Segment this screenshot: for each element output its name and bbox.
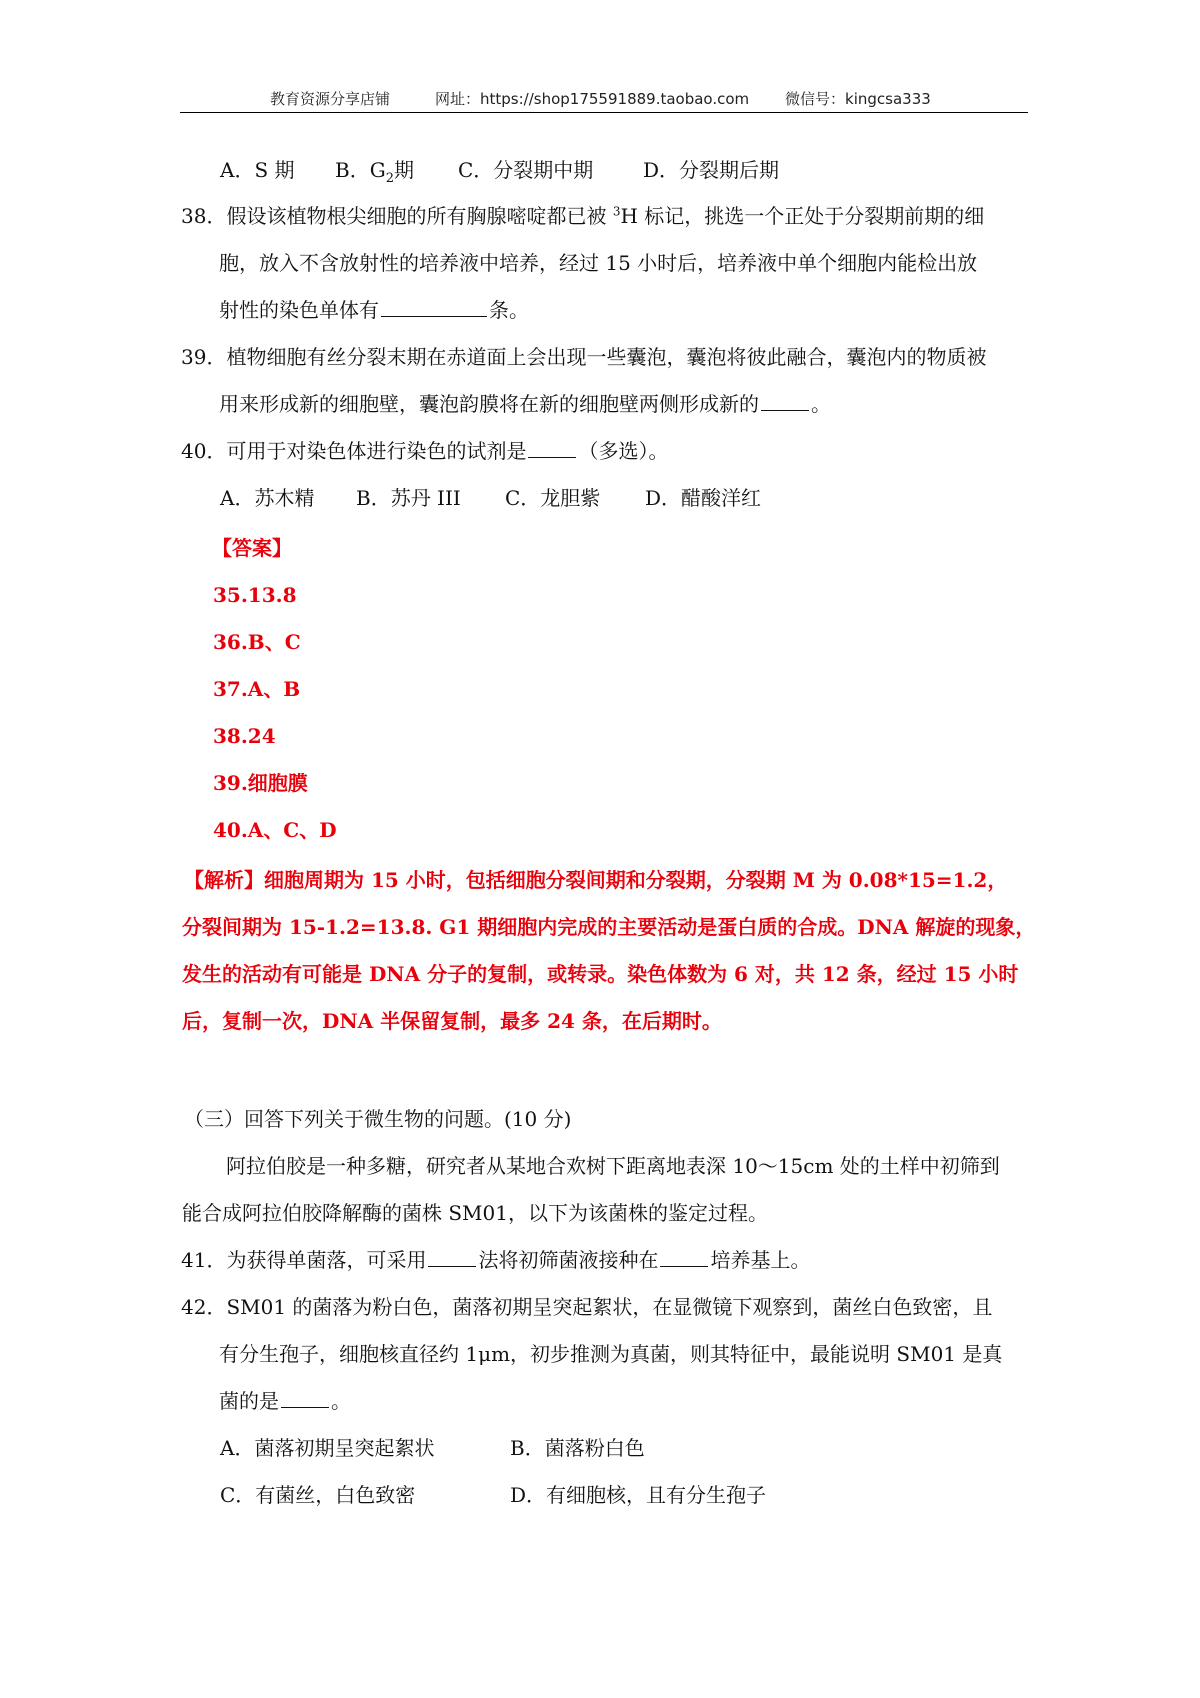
q42-option-d: D．有细胞核，且有分生孢子	[510, 1483, 767, 1507]
answer-39: 39.细胞膜	[213, 771, 308, 795]
q42-line-3: 菌的是 。	[219, 1389, 351, 1413]
q42-option-c: C．有菌丝，白色致密	[220, 1483, 416, 1507]
header-wechat-id: kingcsa333	[845, 90, 931, 108]
header-shop-name: 教育资源分享店铺	[270, 90, 391, 108]
page-header	[180, 84, 1028, 113]
answer-35: 35.13.8	[213, 583, 297, 607]
section-3-intro-2: 能合成阿拉伯胶降解酶的菌株 SM01，以下为该菌株的鉴定过程。	[182, 1201, 768, 1225]
answer-36: 36.B、C	[213, 630, 301, 654]
header-wechat-label: 微信号：	[785, 90, 846, 108]
q42-line-2: 有分生孢子，细胞核直径约 1μm，初步推测为真菌，则其特征中，最能说明 SM01 是真	[219, 1342, 1003, 1366]
q41-line: 41．为获得单菌落，可采用 法将初筛菌液接种在 培养基上。	[181, 1248, 811, 1272]
section-3-intro-1: 阿拉伯胶是一种多糖，研究者从某地合欢树下距离地表深 10～15cm 处的土样中初筛到	[226, 1154, 1000, 1178]
header-site-url: https://shop175591889.taobao.com	[480, 90, 750, 108]
answer-40: 40.A、C、D	[213, 818, 337, 842]
analysis-label: 【解析】	[184, 868, 264, 892]
q37-option-d: D．分裂期后期	[643, 158, 780, 182]
answer-37: 37.A、B	[213, 677, 301, 701]
analysis-line-2: 分裂间期为 15-1.2=13.8. G1 期细胞内完成的主要活动是蛋白质的合成。DNA 解旋的现象，	[182, 915, 1036, 939]
q39-line-1: 39．植物细胞有丝分裂末期在赤道面上会出现一些囊泡，囊泡将彼此融合，囊泡内的物质被	[181, 345, 987, 369]
q42-line-1: 42．SM01 的菌落为粉白色，菌落初期呈突起絮状，在显微镜下观察到，菌丝白色致密，且	[181, 1295, 993, 1319]
q40-option-a: A．苏木精	[220, 486, 315, 510]
header-wechat	[785, 88, 931, 109]
q41-blank-method[interactable]	[428, 1246, 476, 1267]
q37-option-c: C．分裂期中期	[458, 158, 594, 182]
q40-option-d: D．醋酸洋红	[645, 486, 762, 510]
section-3-title: （三）回答下列关于微生物的问题。(10 分)	[184, 1107, 572, 1131]
analysis-line-4: 后，复制一次，DNA 半保留复制，最多 24 条，在后期时。	[182, 1009, 722, 1033]
q42-option-b: B．菌落粉白色	[510, 1436, 645, 1460]
q40-answer-blank[interactable]	[528, 437, 576, 458]
analysis-line-1: 【解析】细胞周期为 15 小时，包括细胞分裂间期和分裂期，分裂期 M 为 0.08*15=1.2，	[184, 868, 1008, 892]
q38-line-2: 胞，放入不含放射性的培养液中培养，经过 15 小时后，培养液中单个细胞内能检出放	[219, 251, 978, 275]
q39-line-2: 用来形成新的细胞壁，囊泡韵膜将在新的细胞壁两侧形成新的 。	[219, 392, 831, 416]
header-site-label: 网址：	[435, 90, 481, 108]
header-site	[435, 88, 749, 109]
q37-option-a: A．S 期	[220, 158, 295, 182]
q37-option-b: B．$G_2$期	[335, 158, 414, 186]
answer-heading: 【答案】	[212, 536, 292, 560]
q42-answer-blank[interactable]	[281, 1387, 329, 1408]
q38-line-3: 射性的染色单体有 条。	[219, 298, 529, 322]
q41-blank-medium[interactable]	[660, 1246, 708, 1267]
q40-option-c: C．龙胆紫	[505, 486, 601, 510]
q39-answer-blank[interactable]	[761, 390, 809, 411]
q40-option-b: B．苏丹 III	[356, 486, 461, 510]
analysis-line-3: 发生的活动有可能是 DNA 分子的复制，或转录。染色体数为 6 对，共 12 条，经过 15 小时	[182, 962, 1019, 986]
q38-line-1: 38．假设该植物根尖细胞的所有胸腺嘧啶都已被 $^3$H 标记，挑选一个正处于分裂期前期的细	[181, 204, 985, 228]
q40-line: 40．可用于对染色体进行染色的试剂是 （多选）。	[181, 439, 669, 463]
q38-answer-blank[interactable]	[381, 296, 487, 317]
answer-38: 38.24	[213, 724, 276, 748]
q42-option-a: A．菌落初期呈突起絮状	[220, 1436, 435, 1460]
